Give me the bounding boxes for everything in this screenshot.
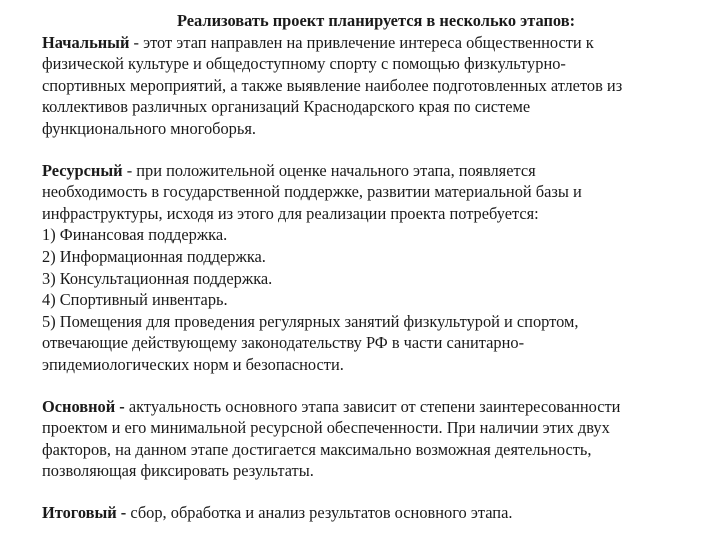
section-main-line-4: позволяющая фиксировать результаты.: [42, 461, 314, 481]
section-initial-line-3: спортивных мероприятий, а также выявление наиболее подготовленных атлетов из: [42, 75, 623, 95]
list-item-financial: 1) Финансовая поддержка.: [42, 225, 228, 245]
section-main-text-1: актуальность основного этапа зависит от степени заинтересованности: [124, 396, 621, 416]
section-resource-term: Ресурсный: [42, 160, 123, 180]
section-main-term: Основной -: [42, 396, 125, 416]
section-resource: [42, 160, 690, 376]
section-final: [42, 502, 690, 524]
list-item-informational: 2) Информационная поддержка.: [42, 246, 266, 266]
section-divider: [42, 482, 690, 502]
section-main-line-1: [42, 396, 690, 418]
section-resource-line-2: необходимость в государственной поддержке, развитии материальной базы и: [42, 182, 582, 202]
section-final-text-1: сбор, обработка и анализ результатов основного этапа.: [126, 502, 513, 522]
section-resource-line-9: отвечающие действующему законодательству РФ в части санитарно-: [42, 333, 525, 353]
section-final-line-1: [42, 502, 690, 524]
section-initial-line-5: функционального многоборья.: [42, 118, 256, 138]
section-resource-line-10: эпидемиологических норм и безопасности.: [42, 354, 344, 374]
section-resource-line-1: [42, 160, 690, 182]
section-main-line-2: проектом и его минимальной ресурсной обеспеченности. При наличии этих двух: [42, 418, 610, 438]
section-resource-line-3: инфраструктуры, исходя из этого для реализации проекта потребуется:: [42, 203, 539, 223]
section-initial-line-1: [42, 32, 690, 54]
section-initial-line-4: коллективов различных организаций Краснодарского края по системе: [42, 97, 531, 117]
page-title: Реализовать проект планируется в несколько этапов:: [176, 11, 576, 30]
section-final-term: Итоговый -: [42, 502, 127, 522]
document-page: [42, 10, 690, 523]
section-initial-line-2: физической культуре и общедоступному спорту с помощью физкультурно-: [42, 54, 566, 74]
section-divider: [42, 140, 690, 160]
section-initial-text-1: - этот этап направлен на привлечение интереса общественности к: [129, 32, 594, 52]
section-divider: [42, 376, 690, 396]
section-resource-text-1: - при положительной оценке начального этапа, появляется: [122, 160, 536, 180]
section-main: [42, 396, 690, 482]
list-item-consulting: 3) Консультационная поддержка.: [42, 268, 273, 288]
section-initial-term: Начальный: [42, 32, 130, 52]
list-item-premises: 5) Помещения для проведения регулярных занятий физкультурой и спортом,: [42, 311, 579, 331]
section-main-line-3: факторов, на данном этапе достигается максимально возможная деятельность,: [42, 439, 592, 459]
list-item-equipment: 4) Спортивный инвентарь.: [42, 290, 228, 310]
section-initial: [42, 32, 690, 140]
